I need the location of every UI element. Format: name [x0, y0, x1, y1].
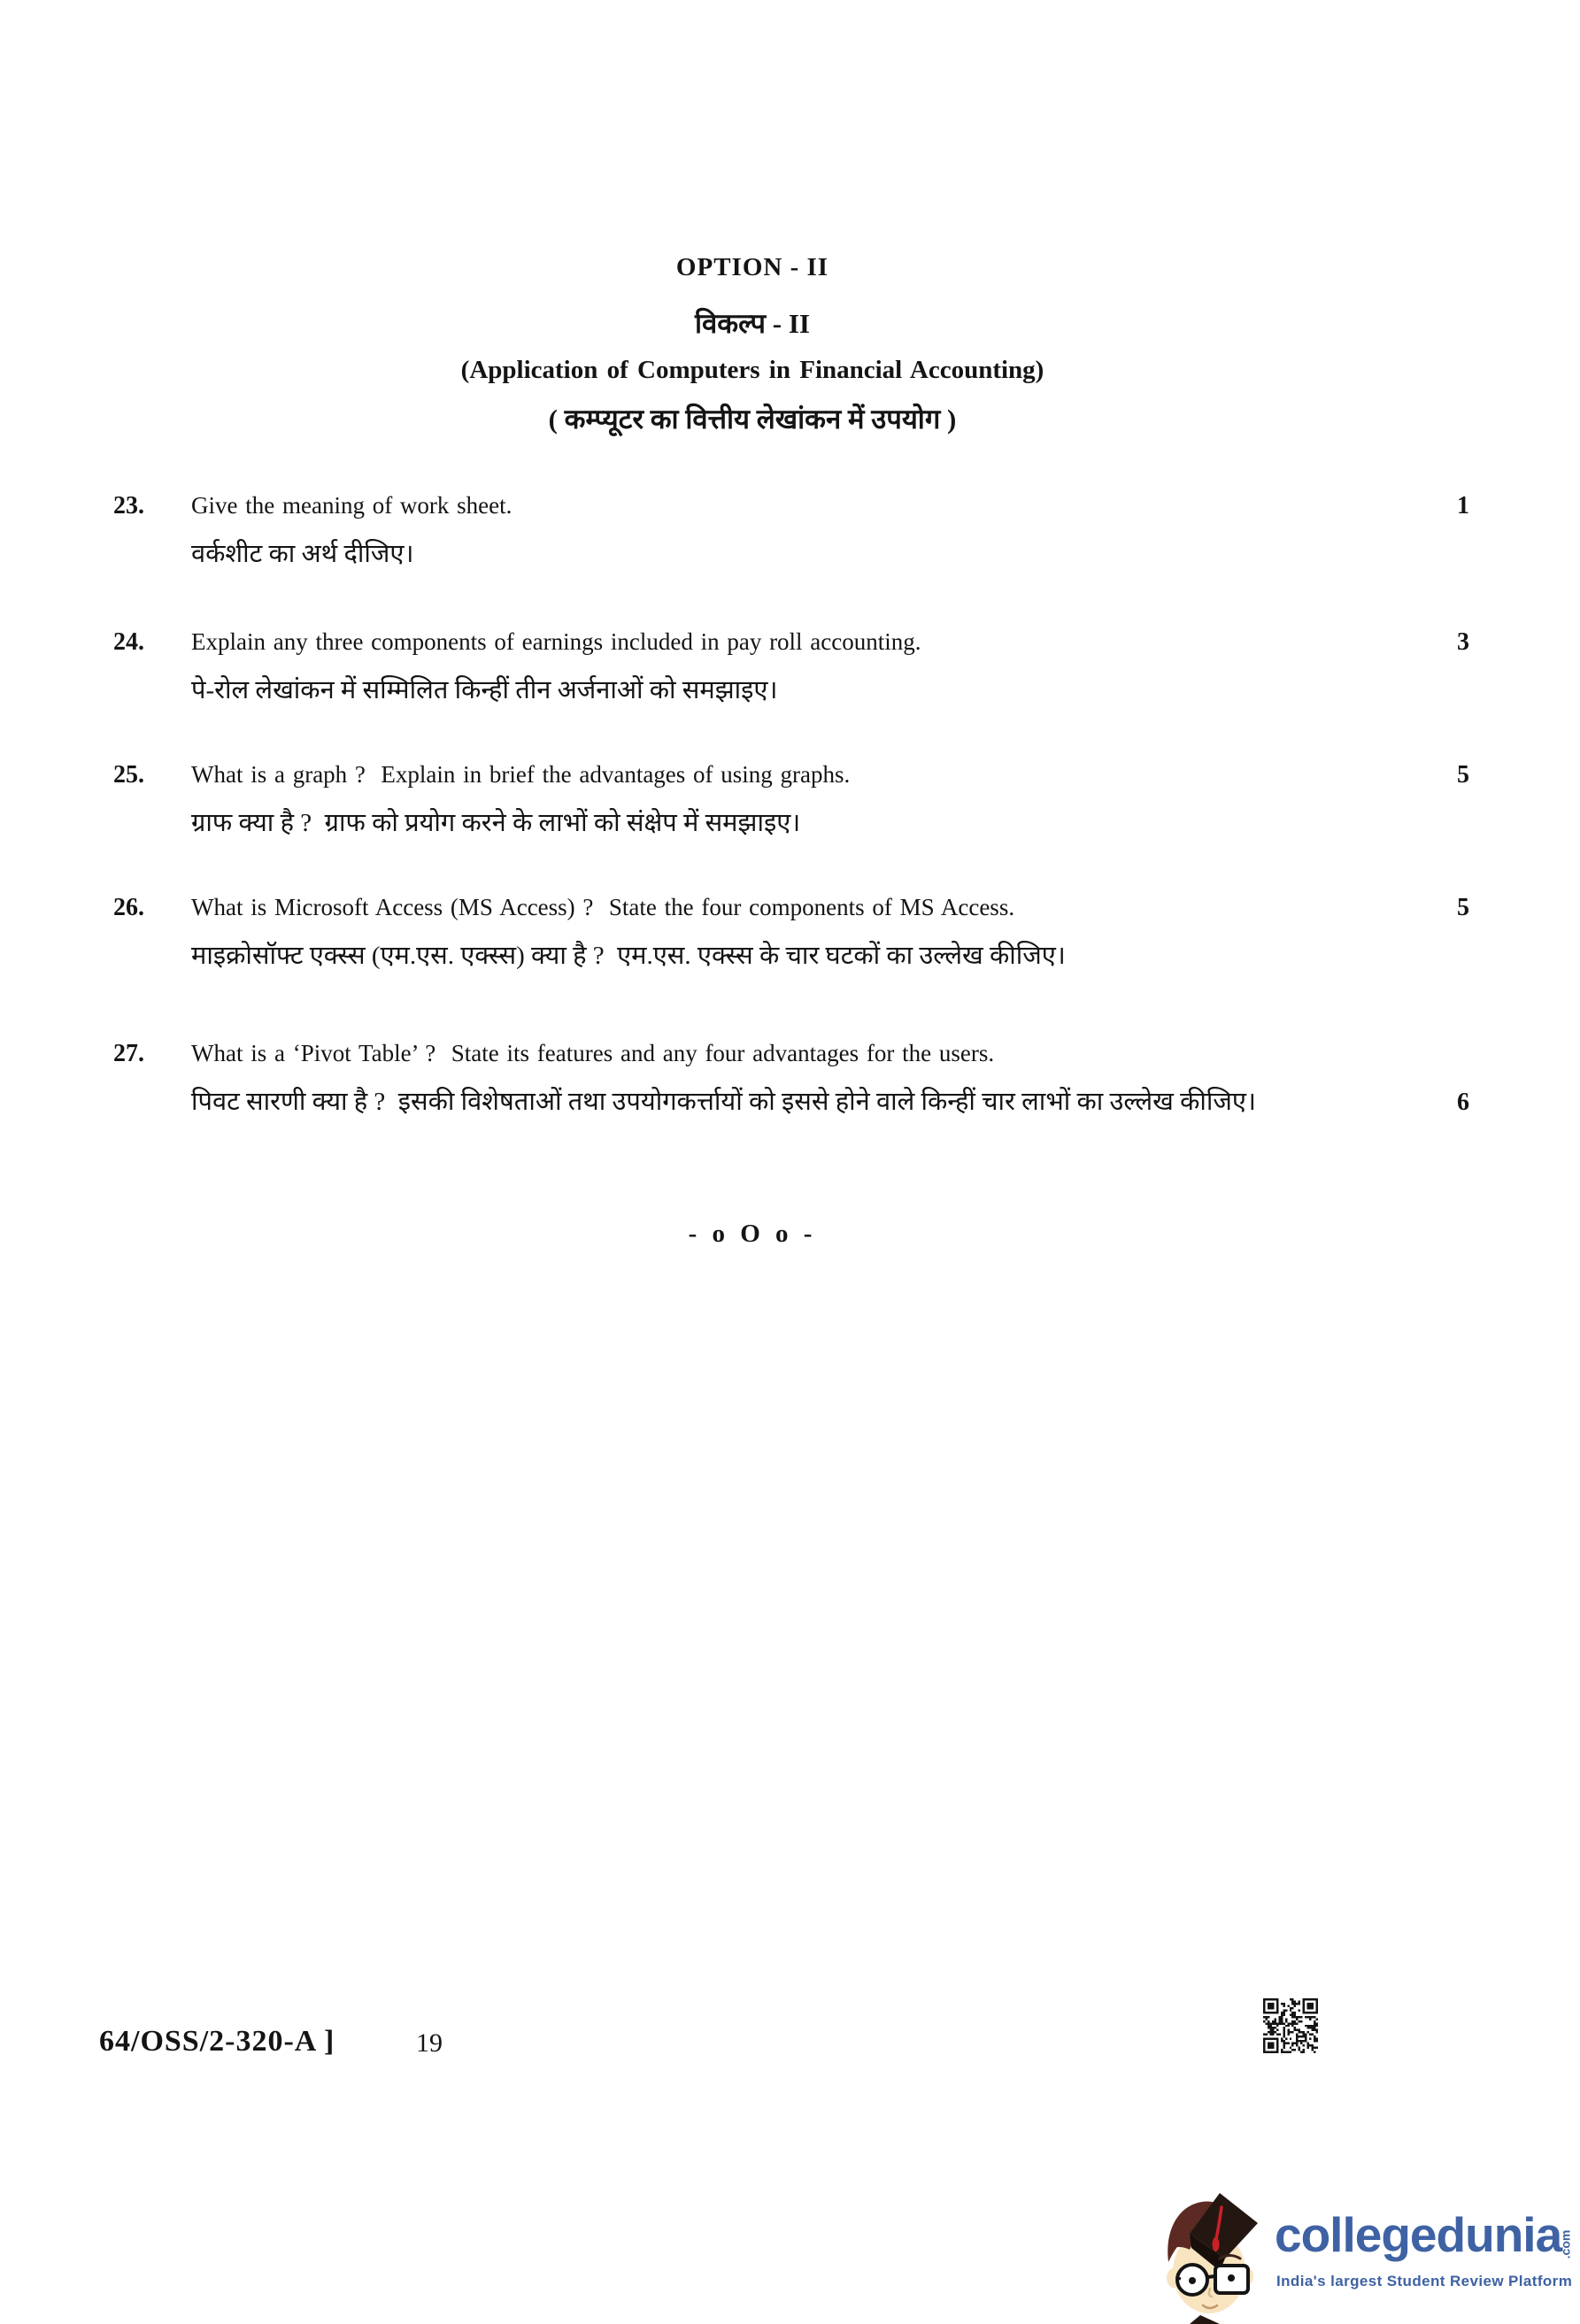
page-number: 19 — [416, 2028, 443, 2058]
question-text — [191, 1029, 1373, 1127]
question-number: 23. — [113, 492, 144, 519]
question-text-hindi: ग्राफ क्या है ? ग्राफ को प्रयोग करने के लाभों को संक्षेप में समझाइए। — [191, 809, 801, 837]
question-text — [191, 750, 1373, 848]
collegedunia-logo — [1161, 2186, 1580, 2324]
question-text-english: Explain any three components of earnings included in pay roll accounting. — [191, 628, 921, 655]
question-number: 26. — [113, 894, 144, 921]
question-marks: 3 — [1457, 628, 1469, 656]
question-text — [191, 618, 1373, 715]
question-24 — [113, 618, 1469, 715]
end-of-paper-mark: - o O o - — [688, 1220, 817, 1248]
question-23 — [113, 481, 1469, 579]
question-text-hindi: माइक्रोसॉफ्ट एक्स्स (एम.एस. एक्स्स) क्या है ? एम.एस. एक्स्स के चार घटकों का उल्लेख कीजिए। — [191, 942, 1066, 970]
question-marks: 1 — [1457, 492, 1469, 519]
option-title-hindi: विकल्प - II — [695, 308, 810, 339]
question-text-english: What is a graph ? Explain in brief the advantages of using graphs. — [191, 761, 851, 788]
question-marks: 6 — [1457, 1089, 1469, 1116]
question-text-hindi: पिवट सारणी क्या है ? इसकी विशेषताओं तथा उपयोगकर्त्तायों को इससे होने वाले किन्हीं चार लाभों का उल्लेख कीजिए। — [191, 1088, 1256, 1116]
qr-code-icon — [1263, 1997, 1318, 2055]
question-number: 24. — [113, 628, 144, 656]
question-number: 27. — [113, 1040, 144, 1067]
question-text-english: Give the meaning of work sheet. — [191, 492, 513, 519]
section-subtitle-hindi: ( कम्प्यूटर का वित्तीय लेखांकन में उपयोग ) — [548, 404, 957, 435]
question-text-hindi: पे-रोल लेखांकन में सम्मिलित किन्हीं तीन अर्जनाओं को समझाइए। — [191, 676, 778, 704]
question-text — [191, 883, 1373, 981]
collegedunia-tld: .com — [1558, 2229, 1573, 2259]
collegedunia-wordmark: collegedunia — [1275, 2207, 1562, 2262]
section-subtitle-english: (Application of Computers in Financial Accounting) — [460, 356, 1044, 384]
paper-code: 64/OSS/2-320-A ] — [99, 2025, 335, 2058]
question-27 — [113, 1029, 1469, 1127]
question-marks: 5 — [1457, 761, 1469, 789]
graduate-mascot-icon — [1163, 2188, 1260, 2324]
question-text — [191, 481, 1373, 579]
question-text-hindi: वर्कशीट का अर्थ दीजिए। — [191, 540, 414, 568]
option-title-english: OPTION - II — [675, 253, 829, 281]
question-25 — [113, 750, 1469, 848]
question-text-english: What is Microsoft Access (MS Access) ? State the four components of MS Access. — [191, 894, 1015, 920]
question-text-english: What is a ‘Pivot Table’ ? State its features and any four advantages for the users. — [191, 1040, 995, 1066]
question-marks: 5 — [1457, 894, 1469, 921]
question-number: 25. — [113, 761, 144, 789]
collegedunia-tagline: India's largest Student Review Platform — [1276, 2273, 1573, 2289]
question-26 — [113, 883, 1469, 981]
